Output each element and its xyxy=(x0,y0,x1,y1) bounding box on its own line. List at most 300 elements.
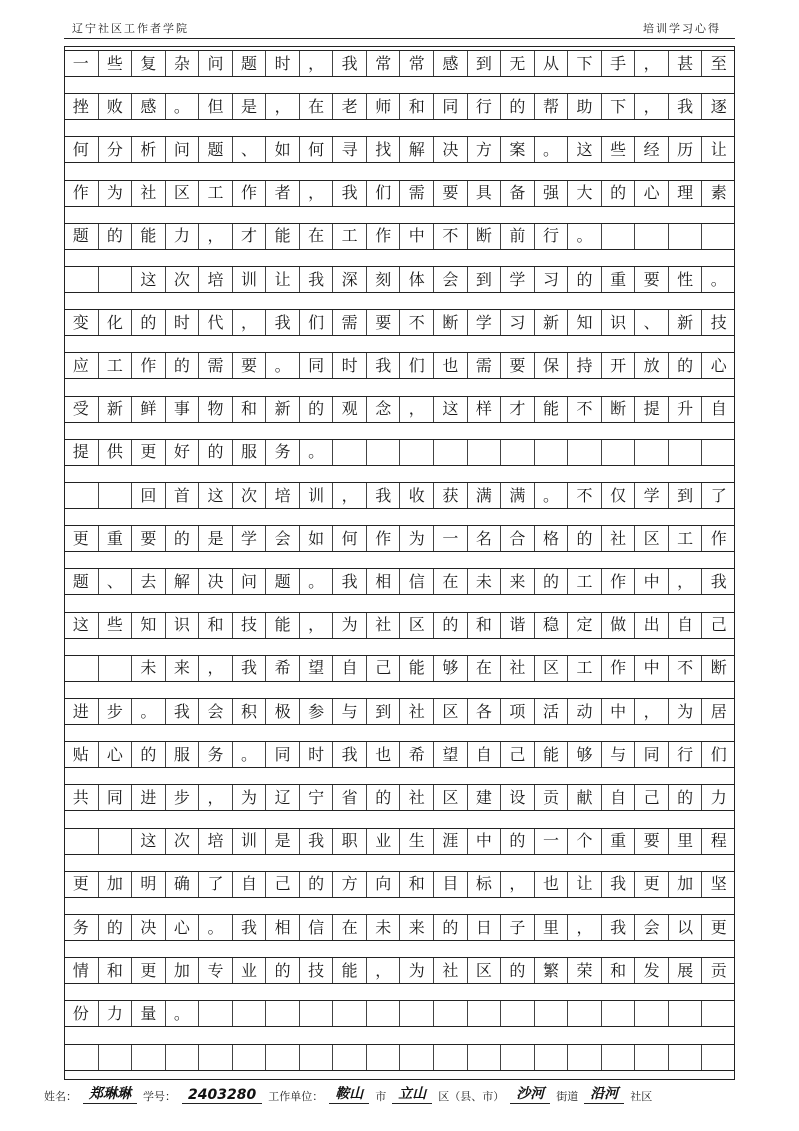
grid-cell: 信 xyxy=(299,915,333,940)
grid-cell: 了 xyxy=(198,872,232,897)
grid-cell: 建 xyxy=(467,785,501,810)
grid-cell: 行 xyxy=(534,224,568,249)
grid-cell: 生 xyxy=(399,829,433,854)
grid-cell: 希 xyxy=(399,742,433,767)
grid-cell: 的 xyxy=(500,94,534,119)
grid-cell: 名 xyxy=(467,526,501,551)
grid-cell: 的 xyxy=(433,613,467,638)
grid-cell: 作 xyxy=(701,526,735,551)
grid-cell: 些 xyxy=(98,613,132,638)
grid-cell: 解 xyxy=(165,569,199,594)
grid-cell: 深 xyxy=(332,267,366,292)
grid-cell: 无 xyxy=(500,51,534,76)
grid-cell: 提 xyxy=(634,397,668,422)
grid-cell: 是 xyxy=(232,94,266,119)
grid-cell: 要 xyxy=(433,181,467,206)
grid-row xyxy=(64,957,735,984)
grid-cell: 份 xyxy=(72,1003,89,1023)
grid-cell: 我 xyxy=(232,915,266,940)
grid-cell: 题 xyxy=(72,571,89,591)
grid-cell: 性 xyxy=(668,267,702,292)
grid-cell xyxy=(701,440,735,465)
grid-cell: 够 xyxy=(567,742,601,767)
grid-cell: 我 xyxy=(668,94,702,119)
grid-cell: 行 xyxy=(668,742,702,767)
grid-cell: 解 xyxy=(399,137,433,162)
grid-cell: 和 xyxy=(399,94,433,119)
grid-cell: 好 xyxy=(165,440,199,465)
grid-cell: ， xyxy=(265,94,299,119)
grid-cell: 贴 xyxy=(72,744,89,764)
grid-cell: 会 xyxy=(433,267,467,292)
grid-cell: 稳 xyxy=(534,613,568,638)
grid-cell xyxy=(64,267,98,292)
grid-cell: 帮 xyxy=(534,94,568,119)
grid-cell: 杂 xyxy=(165,51,199,76)
grid-cell: 历 xyxy=(668,137,702,162)
grid-cell: 与 xyxy=(332,699,366,724)
grid-cell: 心 xyxy=(165,915,199,940)
grid-cell: 相 xyxy=(265,915,299,940)
grid-cell: 能 xyxy=(399,656,433,681)
grid-cell: 样 xyxy=(467,397,501,422)
grid-cell: 自 xyxy=(467,742,501,767)
grid-cell: 识 xyxy=(601,310,635,335)
grid-cell: 寻 xyxy=(332,137,366,162)
grid-cell: 以 xyxy=(668,915,702,940)
grid-cell: 仅 xyxy=(601,483,635,508)
grid-cell: 训 xyxy=(232,829,266,854)
community-suffix: 社区 xyxy=(630,1090,653,1103)
grid-cell: ， xyxy=(332,483,366,508)
grid-cell: 自 xyxy=(668,613,702,638)
grid-cell: 望 xyxy=(299,656,333,681)
grid-cell: 断 xyxy=(433,310,467,335)
grid-cell: 让 xyxy=(701,137,735,162)
grid-cell: 这 xyxy=(567,137,601,162)
grid-cell: 社 xyxy=(601,526,635,551)
grid-cell: 工 xyxy=(198,181,232,206)
grid-cell xyxy=(366,440,400,465)
grid-cell: 和 xyxy=(399,872,433,897)
grid-cell xyxy=(500,1045,534,1070)
grid-cell: 为 xyxy=(98,181,132,206)
grid-cell: 格 xyxy=(534,526,568,551)
grid-row xyxy=(64,828,735,855)
grid-cell: 。 xyxy=(299,440,333,465)
grid-cell: 作 xyxy=(601,569,635,594)
grid-cell: ， xyxy=(500,872,534,897)
grid-cell: 中 xyxy=(634,569,668,594)
grid-cell: ， xyxy=(299,613,333,638)
grid-cell: 日 xyxy=(467,915,501,940)
grid-cell: 是 xyxy=(198,526,232,551)
grid-cell: 的 xyxy=(567,267,601,292)
grid-cell: 心 xyxy=(98,742,132,767)
grid-cell: 的 xyxy=(668,353,702,378)
grid-cell: 我 xyxy=(165,699,199,724)
grid-cell xyxy=(668,224,702,249)
grid-cell: 学 xyxy=(232,526,266,551)
grid-cell: 我 xyxy=(366,483,400,508)
grid-cell: 更 xyxy=(72,874,89,894)
grid-cell: 各 xyxy=(467,699,501,724)
grid-cell: 区 xyxy=(534,656,568,681)
grid-cell: 放 xyxy=(634,353,668,378)
grid-cell: 重 xyxy=(98,526,132,551)
grid-cell xyxy=(500,440,534,465)
grid-cell: 理 xyxy=(668,181,702,206)
grid-cell: 我 xyxy=(601,915,635,940)
grid-cell: 己 xyxy=(366,656,400,681)
grid-cell: 。 xyxy=(701,267,735,292)
grid-cell: 需 xyxy=(332,310,366,335)
grid-cell: 回 xyxy=(131,483,165,508)
grid-cell: 如 xyxy=(265,137,299,162)
grid-cell: 更 xyxy=(131,958,165,983)
grid-cell: 我 xyxy=(299,267,333,292)
grid-cell: 己 xyxy=(701,613,735,638)
grid-row xyxy=(64,655,735,682)
grid-cell: 定 xyxy=(567,613,601,638)
grid-cell: 为 xyxy=(399,526,433,551)
grid-cell: 才 xyxy=(500,397,534,422)
grid-cell: 我 xyxy=(701,569,735,594)
grid-cell: ， xyxy=(198,656,232,681)
grid-cell xyxy=(98,829,132,854)
grid-cell: 的 xyxy=(165,526,199,551)
grid-cell: 手 xyxy=(601,51,635,76)
grid-cell: 专 xyxy=(198,958,232,983)
grid-cell xyxy=(433,440,467,465)
grid-cell: 里 xyxy=(534,915,568,940)
grid-cell: 望 xyxy=(433,742,467,767)
grid-cell xyxy=(567,1001,601,1026)
grid-cell xyxy=(98,483,132,508)
grid-cell: 项 xyxy=(500,699,534,724)
grid-cell: 在 xyxy=(467,656,501,681)
grid-cell: 为 xyxy=(332,613,366,638)
grid-cell: 动 xyxy=(567,699,601,724)
grid-cell: 确 xyxy=(165,872,199,897)
grid-cell: 变 xyxy=(72,312,89,332)
grid-cell: 重 xyxy=(601,267,635,292)
grid-cell: 次 xyxy=(232,483,266,508)
grid-cell: 题 xyxy=(232,51,266,76)
grid-cell: 贡 xyxy=(701,958,735,983)
grid-cell: 这 xyxy=(131,267,165,292)
grid-cell xyxy=(165,1045,199,1070)
grid-cell xyxy=(634,1001,668,1026)
grid-cell: 、 xyxy=(232,137,266,162)
grid-cell: 同 xyxy=(98,785,132,810)
grid-cell: ， xyxy=(634,699,668,724)
grid-cell: 新 xyxy=(98,397,132,422)
grid-cell xyxy=(64,656,98,681)
grid-cell: 。 xyxy=(534,483,568,508)
footer-info xyxy=(42,1083,654,1104)
grid-cell: 学 xyxy=(467,310,501,335)
grid-cell: 时 xyxy=(299,742,333,767)
grid-cell xyxy=(534,1045,568,1070)
grid-cell: 何 xyxy=(72,139,89,159)
grid-cell xyxy=(399,440,433,465)
grid-cell: 能 xyxy=(534,742,568,767)
grid-cell: 新 xyxy=(265,397,299,422)
grid-cell: 一 xyxy=(433,526,467,551)
grid-cell: 前 xyxy=(500,224,534,249)
street-suffix: 街道 xyxy=(556,1090,579,1103)
grid-cell: 自 xyxy=(701,397,735,422)
grid-cell: 涯 xyxy=(433,829,467,854)
grid-cell: 职 xyxy=(332,829,366,854)
grid-cell: 保 xyxy=(534,353,568,378)
grid-cell: 的 xyxy=(198,440,232,465)
grid-cell: ， xyxy=(232,310,266,335)
grid-cell xyxy=(534,440,568,465)
header-divider xyxy=(64,38,735,39)
grid-cell: 我 xyxy=(332,181,366,206)
grid-cell: 要 xyxy=(232,353,266,378)
grid-cell: 我 xyxy=(366,353,400,378)
grid-cell: 事 xyxy=(165,397,199,422)
grid-cell: 找 xyxy=(366,137,400,162)
grid-cell: 更 xyxy=(72,528,89,548)
grid-cell: 活 xyxy=(534,699,568,724)
grid-cell: 和 xyxy=(467,613,501,638)
grid-cell: 力 xyxy=(701,785,735,810)
grid-cell: 作 xyxy=(232,181,266,206)
grid-cell xyxy=(601,224,635,249)
grid-cell: 省 xyxy=(332,785,366,810)
grid-cell xyxy=(467,440,501,465)
grid-cell: 展 xyxy=(668,958,702,983)
grid-cell: 甚 xyxy=(668,51,702,76)
grid-cell: 的 xyxy=(131,310,165,335)
grid-cell: 贡 xyxy=(534,785,568,810)
grid-cell: 新 xyxy=(534,310,568,335)
grid-cell: 社 xyxy=(500,656,534,681)
community-value: 沿河 xyxy=(584,1083,624,1104)
grid-cell: 常 xyxy=(399,51,433,76)
grid-cell xyxy=(399,1001,433,1026)
grid-cell: 的 xyxy=(668,785,702,810)
grid-cell xyxy=(98,1045,132,1070)
grid-cell: 能 xyxy=(534,397,568,422)
grid-cell: 在 xyxy=(332,915,366,940)
grid-cell: 师 xyxy=(366,94,400,119)
grid-cell: 这 xyxy=(131,829,165,854)
grid-cell: 方 xyxy=(467,137,501,162)
grid-cell: 到 xyxy=(366,699,400,724)
grid-cell: 案 xyxy=(500,137,534,162)
grid-cell: 题 xyxy=(72,226,89,246)
grid-cell: 的 xyxy=(265,958,299,983)
grid-cell: 们 xyxy=(366,181,400,206)
grid-cell: 到 xyxy=(668,483,702,508)
grid-cell: ， xyxy=(198,224,232,249)
grid-row xyxy=(64,698,735,725)
grid-cell: 够 xyxy=(433,656,467,681)
grid-row xyxy=(64,1000,735,1027)
grid-cell: 服 xyxy=(232,440,266,465)
unit-label: 工作单位： xyxy=(268,1090,324,1103)
grid-cell: 未 xyxy=(467,569,501,594)
grid-cell: 技 xyxy=(299,958,333,983)
grid-cell: 我 xyxy=(299,829,333,854)
grid-cell: 也 xyxy=(534,872,568,897)
grid-cell: 的 xyxy=(601,181,635,206)
grid-cell: 至 xyxy=(701,51,735,76)
street-value: 沙河 xyxy=(510,1083,550,1104)
grid-cell: 更 xyxy=(131,440,165,465)
grid-cell: 中 xyxy=(467,829,501,854)
grid-cell xyxy=(332,1001,366,1026)
grid-cell: 技 xyxy=(701,310,735,335)
name-value: 郑琳琳 xyxy=(83,1083,137,1104)
grid-cell: 未 xyxy=(366,915,400,940)
grid-cell: 做 xyxy=(601,613,635,638)
grid-cell: 、 xyxy=(98,569,132,594)
grid-cell: 务 xyxy=(198,742,232,767)
grid-cell: 会 xyxy=(198,699,232,724)
grid-cell: 、 xyxy=(634,310,668,335)
grid-cell: 。 xyxy=(232,742,266,767)
grid-cell: 。 xyxy=(299,569,333,594)
grid-cell: 们 xyxy=(701,742,735,767)
grid-cell xyxy=(668,1001,702,1026)
grid-cell: ， xyxy=(366,958,400,983)
grid-cell: 常 xyxy=(366,51,400,76)
grid-cell: 学 xyxy=(500,267,534,292)
grid-cell: 重 xyxy=(601,829,635,854)
grid-cell: 观 xyxy=(332,397,366,422)
grid-cell: 到 xyxy=(467,51,501,76)
grid-cell: 训 xyxy=(299,483,333,508)
grid-cell: 学 xyxy=(634,483,668,508)
grid-cell: 步 xyxy=(98,699,132,724)
grid-cell: 目 xyxy=(433,872,467,897)
grid-cell: 决 xyxy=(131,915,165,940)
grid-cell: ， xyxy=(668,569,702,594)
grid-cell: 。 xyxy=(165,1001,199,1026)
grid-cell: 中 xyxy=(634,656,668,681)
grid-cell: 工 xyxy=(98,353,132,378)
grid-cell: 来 xyxy=(399,915,433,940)
grid-cell: 业 xyxy=(232,958,266,983)
grid-cell: 方 xyxy=(332,872,366,897)
grid-cell: 断 xyxy=(701,656,735,681)
grid-cell: 到 xyxy=(467,267,501,292)
grid-cell: 同 xyxy=(265,742,299,767)
grid-cell: 未 xyxy=(131,656,165,681)
grid-cell: 进 xyxy=(72,701,89,721)
grid-cell: 更 xyxy=(701,915,735,940)
grid-cell: 来 xyxy=(500,569,534,594)
grid-cell: 极 xyxy=(265,699,299,724)
grid-cell: 区 xyxy=(467,958,501,983)
grid-cell: 同 xyxy=(433,94,467,119)
grid-cell xyxy=(467,1001,501,1026)
grid-cell: 社 xyxy=(131,181,165,206)
grid-cell: 者 xyxy=(265,181,299,206)
grid-cell: 培 xyxy=(198,267,232,292)
grid-cell: 的 xyxy=(500,958,534,983)
grid-cell: 问 xyxy=(198,51,232,76)
grid-cell: 共 xyxy=(72,787,89,807)
grid-cell: 提 xyxy=(72,442,89,462)
grid-cell: 也 xyxy=(433,353,467,378)
grid-cell: 断 xyxy=(601,397,635,422)
id-value: 2403280 xyxy=(182,1087,262,1104)
grid-cell: 的 xyxy=(567,526,601,551)
grid-cell: 决 xyxy=(433,137,467,162)
grid-row xyxy=(64,309,735,336)
grid-cell xyxy=(601,1001,635,1026)
id-label: 学号： xyxy=(143,1090,176,1103)
grid-cell: 能 xyxy=(265,613,299,638)
grid-cell: 己 xyxy=(500,742,534,767)
grid-cell: 同 xyxy=(634,742,668,767)
grid-cell: 和 xyxy=(232,397,266,422)
grid-cell: 让 xyxy=(567,872,601,897)
grid-cell: 荣 xyxy=(567,958,601,983)
grid-row xyxy=(64,50,735,77)
grid-cell xyxy=(701,224,735,249)
grid-cell: 不 xyxy=(433,224,467,249)
grid-cell xyxy=(668,440,702,465)
grid-cell: 受 xyxy=(72,399,89,419)
grid-cell: 社 xyxy=(433,958,467,983)
grid-cell: 加 xyxy=(165,958,199,983)
grid-cell: 作 xyxy=(601,656,635,681)
grid-cell: 识 xyxy=(165,613,199,638)
grid-cell xyxy=(601,440,635,465)
grid-cell: 程 xyxy=(701,829,735,854)
grid-cell xyxy=(64,1045,98,1070)
grid-cell: 。 xyxy=(165,94,199,119)
grid-cell: ， xyxy=(634,94,668,119)
grid-cell: 和 xyxy=(98,958,132,983)
grid-cell xyxy=(634,1045,668,1070)
grid-cell: 工 xyxy=(332,224,366,249)
grid-cell: 升 xyxy=(668,397,702,422)
grid-row xyxy=(64,784,735,811)
grid-cell: 辽 xyxy=(265,785,299,810)
grid-cell: 行 xyxy=(467,94,501,119)
grid-cell: 让 xyxy=(265,267,299,292)
grid-cell: 素 xyxy=(701,181,735,206)
grid-cell xyxy=(500,1001,534,1026)
grid-cell: 不 xyxy=(399,310,433,335)
grid-cell: 的 xyxy=(366,785,400,810)
grid-cell: 感 xyxy=(131,94,165,119)
grid-cell: 个 xyxy=(567,829,601,854)
grid-cell: 我 xyxy=(265,310,299,335)
grid-cell: 区 xyxy=(165,181,199,206)
grid-cell: 发 xyxy=(634,958,668,983)
grid-cell: 这 xyxy=(198,483,232,508)
grid-cell: 需 xyxy=(198,353,232,378)
city-value: 鞍山 xyxy=(329,1083,369,1104)
grid-cell: 在 xyxy=(299,224,333,249)
name-label: 姓名： xyxy=(44,1090,77,1103)
grid-cell xyxy=(701,1001,735,1026)
grid-cell: 更 xyxy=(634,872,668,897)
grid-cell: 去 xyxy=(131,569,165,594)
grid-cell: 我 xyxy=(601,872,635,897)
grid-cell: 自 xyxy=(232,872,266,897)
